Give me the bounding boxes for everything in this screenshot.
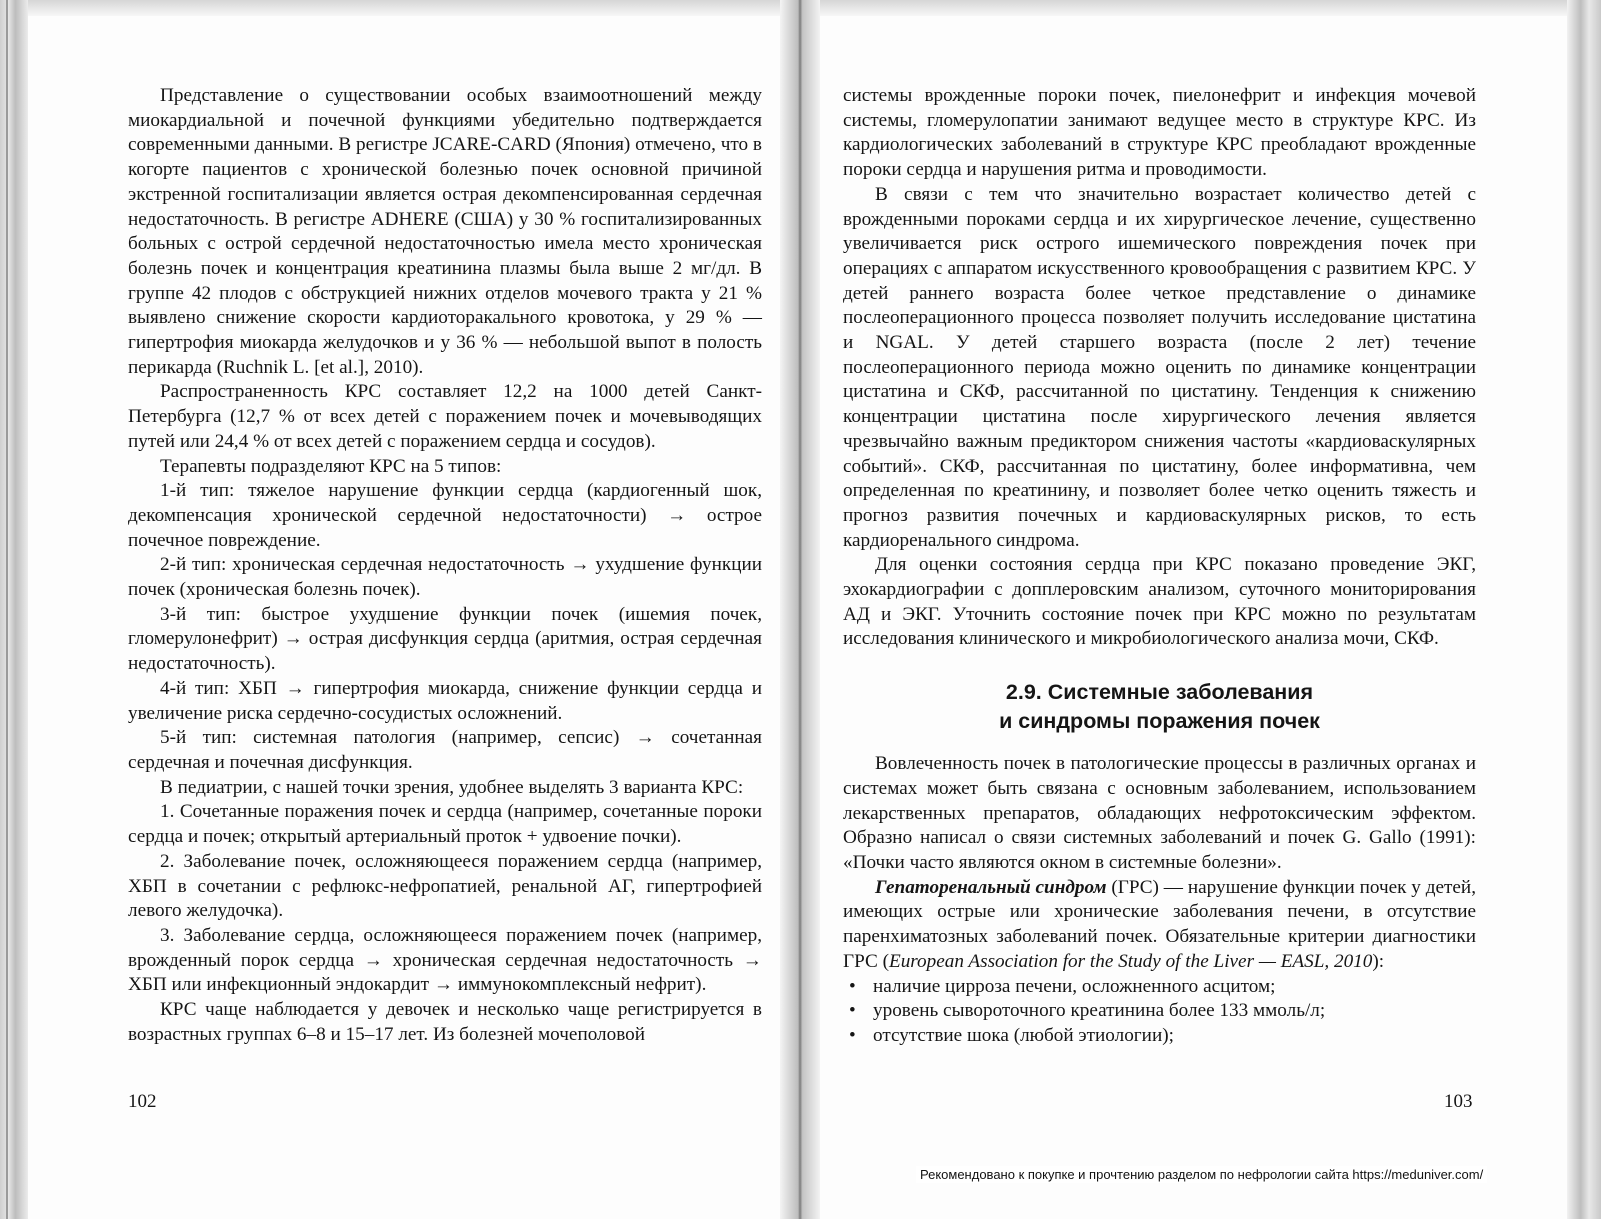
footer-note: Рекомендовано к покупке и прочтению разделом по нефрологии сайта https://meduniver.com/ [916,1166,1487,1183]
paragraph-type-3: 3-й тип: быстрое ухудшение функции почек (ишемия почек, гломерулонефрит) → острая дисфункция сердца (аритмия, острая сердечная недостаточность). [128,603,762,675]
list-item [849,1024,1476,1049]
paragraph-surgery: В связи с тем что значительно возрастает количество детей с врожденными пороками сердца и их хирургическое лечение, существенно увеличивается риск острого ишемического повреждения почек при операциях с аппаратом искусственного кровообращения с развитием КРС. У детей раннего возраста более четкое представление о динамике послеоперационного процесса позволяет получить исследование цистатина и NGAL. У детей старшего возраста (после 2 лет) течение послеоперационного периода можно оценить по динамике концентрации цистатина и СКФ, рассчитанной по цистатину. Тенденция к снижению концентрации цистатина после хирургического лечения является чрезвычайно важным предиктором снижения частоты «кардиоваскулярных событий». СКФ, рассчитанная по цистатину, более информативна, чем определенная по креатинину, и позволяет более четко оценить тяжесть и прогноз развития почечных и кардиоваскулярных рисков, то есть кардиоренального синдрома. [843,183,1476,551]
paragraph-variant-2: 2. Заболевание почек, осложняющееся поражением сердца (например, ХБП в сочетании с рефлюкс-нефропатией, ренальной АГ, гипертрофией левого желудочка). [128,850,762,922]
list-item-text: уровень сывороточного креатинина более 133 ммоль/л; [873,1000,1326,1022]
term-hepatorenal-syndrome: Гепаторенальный синдром [875,876,1107,898]
page-number-left: 102 [128,1091,157,1112]
book-gutter [780,0,820,1219]
paragraph-type-4: 4-й тип: ХБП → гипертрофия миокарда, снижение функции сердца и увеличение риска сердечно-сосудистых осложнений. [128,677,762,724]
bullet-icon: • [849,975,856,997]
bullet-icon: • [849,1000,856,1022]
list-item [849,999,1476,1024]
list-item-text: отсутствие шока (любой этиологии); [873,1024,1174,1046]
page-number-right: 103 [1444,1091,1473,1112]
list-item [849,975,1476,1000]
paragraph-frequency: КРС чаще наблюдается у девочек и несколько чаще регистрируется в возрастных группах 6–8 и 15–17 лет. Из болезней мочеполовой [128,999,762,1045]
paragraph-type-5: 5-й тип: системная патология (например, сепсис) → сочетанная сердечная и почечная дисфункция. [128,727,762,773]
paragraph-variant-1: 1. Сочетанные поражения почек и сердца (например, сочетанные пороки сердца и почек; открытый артериальный проток + удвоение почки). [128,801,762,848]
paragraph-prevalence: Распространенность КРС составляет 12,2 на 1000 детей Санкт-Петербурга (12,7 % от всех детей с поражением почек и мочевыводящих путей или 24,4 % от всех детей с поражением сердца и сосудов). [128,381,762,452]
left-page-text [128,84,762,1047]
paragraph-variant-3: 3. Заболевание сердца, осложняющееся поражением почек (например, врожденный порок сердца → хроническая сердечная недостаточность → ХБП или инфекционный эндокардит → иммунокомплексный нефрит). [128,924,762,996]
paragraph-systemic: Вовлеченность почек в патологические процессы в различных органах и системах может быть связана с основным заболеванием, использованием лекарственных препаратов, обладающих нефротоксическим эффектом. Образно написал о связи системных заболеваний и почек G. Gallo (1991): «Почки часто являются окном в системные болезни». [843,753,1476,873]
hepatorenal-text-1: (ГРС) — нарушение функции почек у детей, имеющих острые или хронические заболевания печени, в отсутствие паренхиматозных заболеваний почек. Обязательные критерии диагностики ГРС ( [843,876,1476,972]
left-page-stack-edge [0,0,28,1219]
criteria-source: European Association for the Study of the Liver — EASL, 2010 [888,950,1373,972]
list-item-text: наличие цирроза печени, осложненного асцитом; [873,975,1276,997]
paragraph-hepatorenal [843,876,1476,975]
paragraph-diagnostics: Для оценки состояния сердца при КРС показано проведение ЭКГ, эхокардиографии с допплеровским анализом, суточного мониторирования АД и ЭКГ. Уточнить состояние почек при КРС можно по результатам исследования клинического и микробиологического анализа мочи, СКФ. [843,554,1476,650]
paragraph-continuation: системы врожденные пороки почек, пиелонефрит и инфекция мочевой системы, гломерулопатии занимают ведущее место в структуре КРС. Из кардиологических заболеваний в структуре КРС преобладают врожденные пороки сердца и нарушения ритма и проводимости. [843,85,1476,181]
section-heading-line-2: и синдромы поражения почек [999,709,1320,734]
hepatorenal-text-2: ): [1372,950,1385,972]
right-page-stack-edge [1567,0,1601,1219]
section-heading-line-1: 2.9. Системные заболевания [1005,680,1314,705]
paragraph-types-intro: Терапевты подразделяют КРС на 5 типов: [160,455,502,477]
paragraph-type-2: 2-й тип: хроническая сердечная недостаточность → ухудшение функции почек (хроническая болезнь почек). [128,554,762,601]
bullet-icon: • [849,1024,856,1046]
paragraph-pediatrics: В педиатрии, с нашей точки зрения, удобнее выделять 3 варианта КРС: [160,776,744,798]
paragraph-intro: Представление о существовании особых взаимоотношений между миокардиальной и почечной функциями убедительно подтверждается современными данными. В регистре JCARE-CARD (Япония) отмечено, что в когорте пациентов с хронической болезнью почек основной причиной экстренной госпитализации является острая декомпенсированная сердечная недостаточность. В регистре ADHERE (США) у 30 % госпитализированных больных с острой сердечной недостаточностью имела место хроническая болезнь почек и концентрация креатинина плазмы была выше 2 мг/дл. В группе 42 плодов с обструкцией нижних отделов мочевого тракта у 21 % выявлено снижение скорости кардиоторакального кровотока, у 29 % — гипертрофия миокарда желудочков и у 36 % — небольшой выпот в полость перикарда (Ruchnik L. [et al.], 2010). [128,85,762,378]
paragraph-type-1: 1-й тип: тяжелое нарушение функции сердца (кардиогенный шок, декомпенсация хронической сердечной недостаточности) → острое почечное повреждение. [128,480,762,551]
right-page-text [843,84,1476,1049]
criteria-list [843,975,1476,1049]
section-heading [843,678,1476,736]
